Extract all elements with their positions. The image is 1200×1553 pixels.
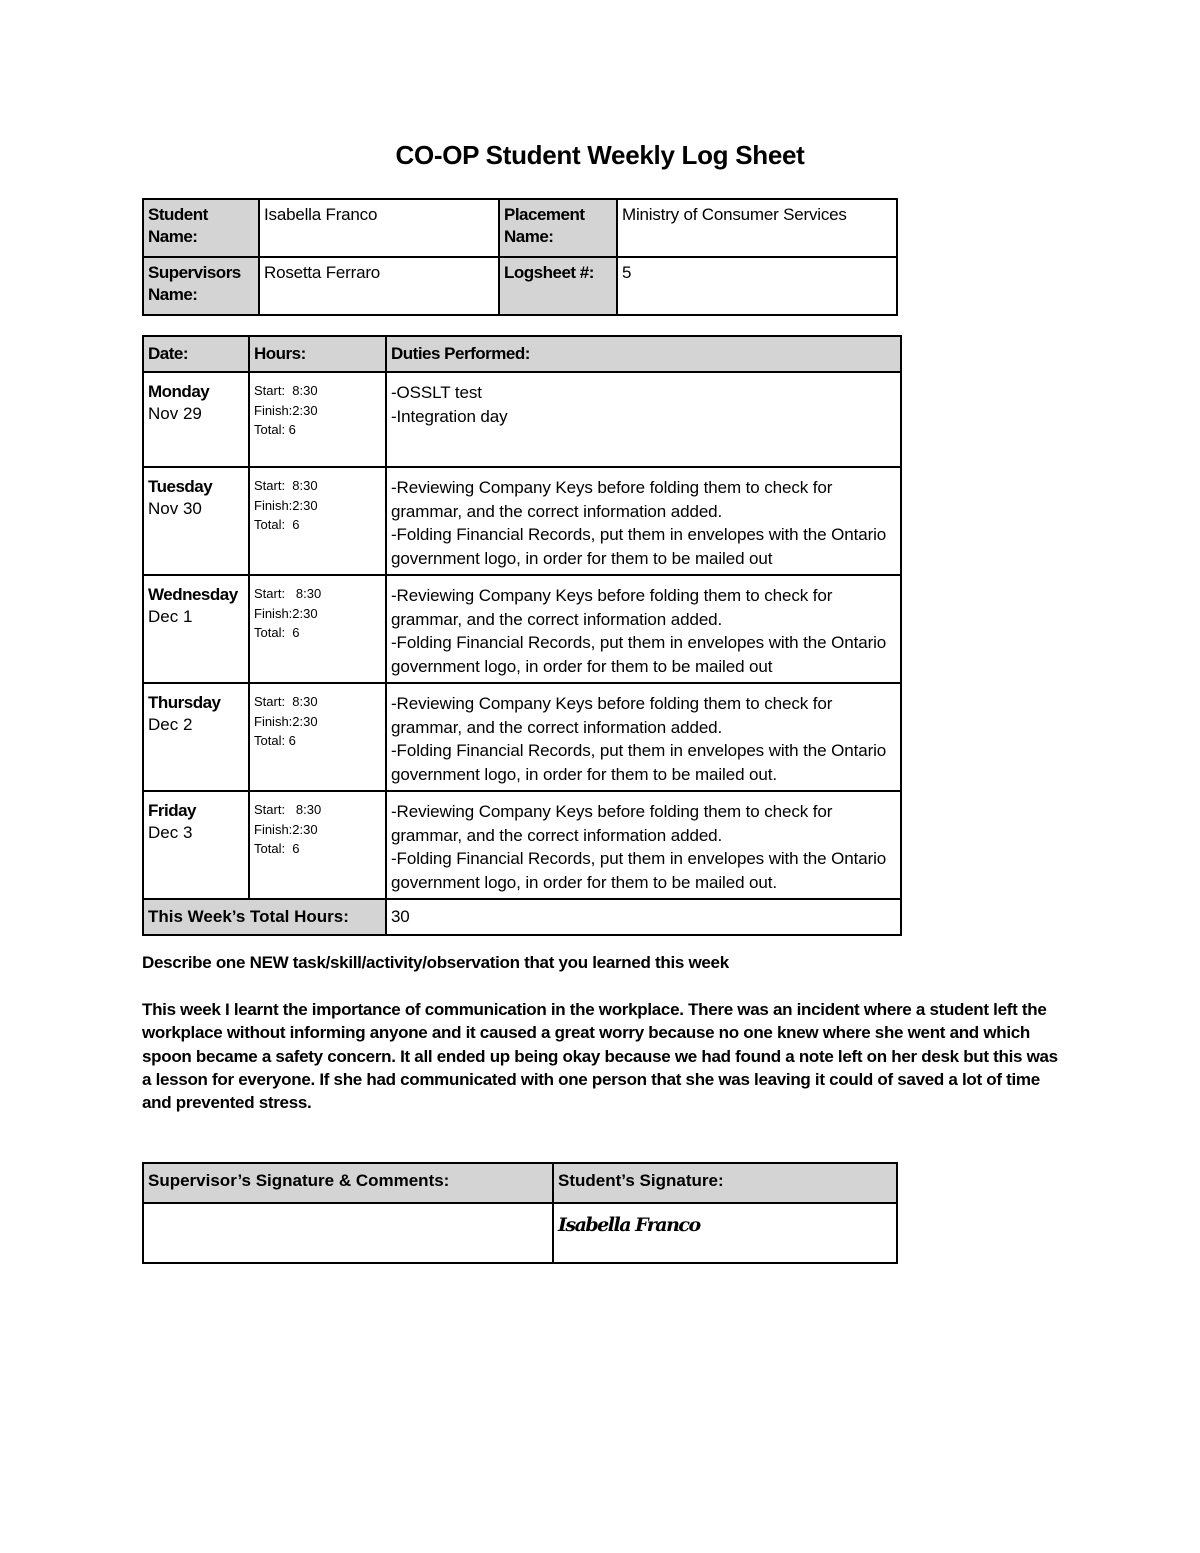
hours-cell (249, 683, 386, 791)
placement-name-label: Placement Name: (499, 199, 617, 257)
duty-line: -Folding Financial Records, put them in envelopes with the Ontario government logo, in order for them to be mailed out. (391, 849, 887, 892)
supervisor-name-label: Supervisors Name: (143, 257, 259, 315)
duty-line: -Reviewing Company Keys before folding them to check for grammar, and the correct information added. (391, 802, 833, 845)
day-name: Wednesday (148, 585, 238, 604)
student-name-label: Student Name: (143, 199, 259, 257)
day-name: Monday (148, 382, 210, 401)
start-time: Start: 8:30 (254, 586, 322, 601)
day-date: Nov 30 (148, 499, 202, 518)
total-hours: Total: 6 (254, 733, 296, 748)
hours-cell (249, 372, 386, 467)
date-cell (143, 467, 249, 575)
date-cell (143, 372, 249, 467)
day-name: Friday (148, 801, 197, 820)
date-cell (143, 683, 249, 791)
weekly-total-row (143, 899, 901, 935)
day-date: Nov 29 (148, 404, 202, 423)
placement-name-value: Ministry of Consumer Services (617, 199, 897, 257)
hours-header: Hours: (249, 336, 386, 372)
hours-cell (249, 791, 386, 899)
start-time: Start: 8:30 (254, 802, 322, 817)
weekly-log-table (142, 335, 902, 936)
day-name: Tuesday (148, 477, 213, 496)
log-row-wednesday (143, 575, 901, 683)
duty-line: -Integration day (391, 406, 508, 426)
duty-line: -Folding Financial Records, put them in envelopes with the Ontario government logo, in order for them to be mailed out (391, 525, 887, 568)
supervisor-signature-field[interactable] (143, 1203, 553, 1263)
date-cell (143, 575, 249, 683)
duty-line: -Reviewing Company Keys before folding them to check for grammar, and the correct information added. (391, 478, 833, 521)
log-row-thursday (143, 683, 901, 791)
total-hours: Total: 6 (254, 517, 300, 532)
date-header: Date: (143, 336, 249, 372)
student-info-table (142, 198, 898, 316)
finish-time: Finish:2:30 (254, 821, 318, 837)
log-row-monday (143, 372, 901, 467)
duties-cell (386, 467, 901, 575)
duty-line: -Reviewing Company Keys before folding them to check for grammar, and the correct information added. (391, 694, 833, 737)
start-time: Start: 8:30 (254, 383, 318, 398)
hours-cell (249, 467, 386, 575)
duties-cell (386, 372, 901, 467)
date-cell (143, 791, 249, 899)
signature-table (142, 1162, 898, 1264)
reflection-answer: This week I learnt the importance of communication in the workplace. There was an incident where a student left the workplace without informing anyone and it caused a great worry because no one knew where she went and which spoon became a safety concern. It all ended up being okay because we had found a note left on her desk but this was a lesson for everyone. If she had communicated with one person that she was leaving it could of saved a lot of time and prevented stress. (142, 1000, 1058, 1113)
logsheet-number-value: 5 (617, 257, 897, 315)
log-row-tuesday (143, 467, 901, 575)
duties-cell (386, 575, 901, 683)
duties-cell (386, 683, 901, 791)
start-time: Start: 8:30 (254, 478, 318, 493)
finish-time: Finish:2:30 (254, 497, 318, 513)
day-name: Thursday (148, 693, 221, 712)
weekly-total-label: This Week’s Total Hours: (143, 899, 386, 935)
page-title: CO-OP Student Weekly Log Sheet (395, 140, 805, 170)
duty-line: -Reviewing Company Keys before folding them to check for grammar, and the correct information added. (391, 586, 833, 629)
duties-cell (386, 791, 901, 899)
finish-time: Finish:2:30 (254, 605, 318, 621)
total-hours: Total: 6 (254, 625, 300, 640)
duty-line: -Folding Financial Records, put them in envelopes with the Ontario government logo, in order for them to be mailed out. (391, 741, 887, 784)
day-date: Dec 1 (148, 607, 193, 626)
duty-line: -Folding Financial Records, put them in envelopes with the Ontario government logo, in order for them to be mailed out (391, 633, 887, 676)
student-signature-label: Student’s Signature: (553, 1163, 897, 1203)
logsheet-number-label: Logsheet #: (499, 257, 617, 315)
day-date: Dec 2 (148, 715, 193, 734)
student-name-value: Isabella Franco (259, 199, 499, 257)
duty-line: -OSSLT test (391, 383, 482, 402)
student-signature-field[interactable] (553, 1203, 897, 1263)
reflection-question: Describe one NEW task/skill/activity/observation that you learned this week (142, 953, 729, 972)
day-date: Dec 3 (148, 823, 193, 842)
supervisor-signature-label: Supervisor’s Signature & Comments: (143, 1163, 553, 1203)
finish-time: Finish:2:30 (254, 402, 318, 418)
duties-header: Duties Performed: (386, 336, 901, 372)
weekly-total-value: 30 (386, 899, 901, 935)
log-row-friday (143, 791, 901, 899)
total-hours: Total: 6 (254, 841, 300, 856)
total-hours: Total: 6 (254, 422, 296, 437)
student-signature: Isabella Franco (558, 1214, 700, 1236)
hours-cell (249, 575, 386, 683)
finish-time: Finish:2:30 (254, 713, 318, 729)
start-time: Start: 8:30 (254, 694, 318, 709)
supervisor-name-value: Rosetta Ferraro (259, 257, 499, 315)
